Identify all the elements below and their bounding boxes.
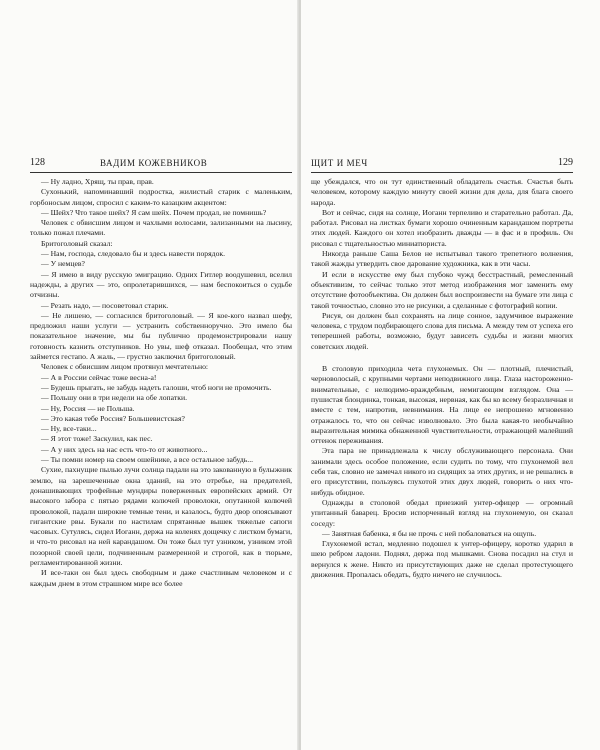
paragraph: — А у них здесь на нас есть что-то от животного... (41, 444, 208, 454)
paragraph: Глухонемой встал, медленно подошел к унтер-офицеру, коротко ударил в шею ребром ладони. Поднял, держа под мышками. Снова посадил на стул и вернулся к жене. Никто из присутствующих даже не сделал протестующего движения. Пропалась обедать, будто ничего не случилось. (311, 539, 573, 579)
paragraph: — А в России сейчас тоже весна-а! (41, 372, 157, 382)
paragraph: Сухие, пахнущие пылью лучи солнца падали на это закованную в булыжник землю, на зарешеченные окна зданий, на это отребье, на предателей, донашивающих трофейные мундиры поверженных европейских армий. От высокого забора с пятью рядами колючей проволоки, опутанной колючей проволокой, падали широкие темные тени, и казалось, будто двор опоясывают гигантские рвы. Букали по настилам спрятанные вышек тяжелые сапоги часовых. Сутулясь, сидел Иоганн, держа на коленях дощечку с листком бумаги, и что-то рисовал на ней карандашом. Он тоже был тут узником, узником этой позорной своей цели, подчиненным размеренной и строгой, как в тюрьме, регламентированной жизни. (30, 465, 292, 567)
paragraph: В столовую приходила чета глухонемых. Он — плотный, плечистый, черноволосый, с крупными чертами неподвижного лица. Глаза настороженно-внимательные, с нелюдимо-враждебным, немигающим взглядом. Она — пушистая блондинка, тонкая, высокая, нервная, как бы ко всему безразличная и вместе с тем, напротив, невнимания. На лице ее непрошено мгновенно отражалось то, что он сейчас изволновало. Это была какая-то необычайно выразительная мимика обнаженной чувствительности, отражающей малейший оттенок переживания. (311, 364, 573, 446)
paragraph: — Ну ладно, Хрящ, ты прав, прав. (41, 177, 154, 186)
right-page-number: 129 (558, 157, 573, 168)
paragraph: Рисуя, он должен был сохранять на лице сонное, задумчивое выражение человека, с трудом подбирающего слова для письма. А между тем от успеха его теперешней работы, возможно, будут зависеть судьбы и жизни многих советских людей. (311, 310, 573, 351)
paragraph: И все-таки он был здесь свободным и даже счастливым человеком и с каждым днем в этом страшном мире все более (30, 568, 292, 588)
paragraph: — У немцев? (41, 259, 85, 269)
paragraph: Эта пара не принадлежала к числу обслуживающего персонала. Они занимали здесь особое положение, если судить по тому, что глухонемой вел себя так, словно не замечал никого из сидящих за этих других, и не решались в его присутствии, пользуясь глухотой этих двух людей, говорить о них что-нибудь обидное. (311, 446, 573, 497)
right-running-head: ЩИТ И МЕЧ (311, 158, 368, 168)
left-page-number: 128 (30, 157, 45, 168)
paragraph: Бритоголовый сказал: (41, 238, 113, 248)
paragraph: — Ты помни номер на своем ошейнике, а все остальное забудь... (41, 455, 254, 465)
paragraph: — Не лишено, — согласился бритоголовый. — Я кое-кого назвал шефу, предложил наши услуги — устранить собственноручно. Это имело бы показательное значение, мы бы публично продемонстрировали нашу готовность казнить отступников. Но увы, шеф отказал. Пообещал, что этим займется гестапо. А жаль, — грустно заключил бритоголовый. (30, 310, 292, 362)
left-page (0, 0, 299, 750)
section-break (311, 352, 573, 364)
right-page (301, 0, 600, 750)
paragraph: Человек с обвисшим лицом и чахлыми волосами, зализанными на лысину, только пожал плечами. (30, 218, 292, 238)
paragraph: Никогда раньше Саша Белов не испытывал такого трепетного волнения, такой жажды утвердить свое дарование художника, как в эти часы. (311, 249, 573, 269)
paragraph: Однажды в столовой обедал приезжий унтер-офицер — огромный упитанный баварец. Бросив испорченный взгляд на глухонемую, он сказал соседу: (311, 497, 573, 528)
paragraph: — Занятная бабенка, я бы не прочь с ней побаловаться на ощупь. (322, 528, 537, 538)
paragraph: — Это какая тебе Россия? Большевистская? (41, 413, 185, 423)
paragraph: Сухонький, напоминавший подростка, жилистый старик с маленьким, горбоносым лицом, спросил с каким-то казацким акцентом: (30, 187, 292, 207)
paragraph: — Польшу они в три недели на обе лопатки. (41, 393, 188, 403)
paragraph: — Я этот тоже! Заскулил, как пес. (41, 434, 153, 444)
paragraph: — Ну, Россия — не Польша. (41, 403, 135, 413)
paragraph: ще убеждался, что он тут единственный обладатель счастья. Счастья быть человеком, которому каждую минуту своей жизни для дела, для блага своего народа. (311, 177, 573, 207)
left-header-rule (30, 172, 292, 173)
paragraph: Вот и сейчас, сидя на солнце, Иоганн терпеливо и старательно работал. Да, работал. Рисовал на листках бумаги хорошо очиненным карандашом портреты этих людей. Каждого он хотел изобразить дважды — в фас и в профиль. Он рисовал с тщательностью миниатюриста. (311, 207, 573, 248)
paragraph: — Я имею в виду русскую эмиграцию. Одних Гитлер воодушевил, вселил надежды, а других — это, опролетарившихся, — нам беспокоиться о судьбе отчизны. (30, 269, 292, 300)
paragraph: Человек с обвисшим лицом протянул мечтательно: (41, 362, 209, 372)
paragraph: — Нам, господа, следовало бы и здесь навести порядок. (41, 249, 226, 259)
right-running-header (311, 157, 573, 171)
right-header-rule (311, 172, 573, 173)
left-page-body (30, 177, 292, 589)
paragraph: И если в искусстве ему был глубоко чужд бесстрастный, ремесленный объективизм, то сейчас только этот метод изображения мог заменить ему отсутствие фотообъектива. Он должен был воспроизвести на бумаге эти лица с такой точностью, словно это не рисунки, а сделанные с фотографий копии. (311, 269, 573, 310)
left-running-head: ВАДИМ КОЖЕВНИКОВ (100, 158, 208, 168)
paragraph: — Шейх? Что такое шейх? Я сам шейх. Почем продал, не помнишь? (41, 207, 267, 217)
left-running-header (30, 157, 292, 171)
paragraph: — Ну, все-таки... (41, 424, 97, 434)
paragraph: — Резать надо, — посоветовал старик. (41, 300, 169, 310)
paragraph: — Будешь прыгать, не забудь надеть галоши, чтоб ноги не промочить. (41, 382, 272, 392)
right-page-body (311, 177, 573, 580)
